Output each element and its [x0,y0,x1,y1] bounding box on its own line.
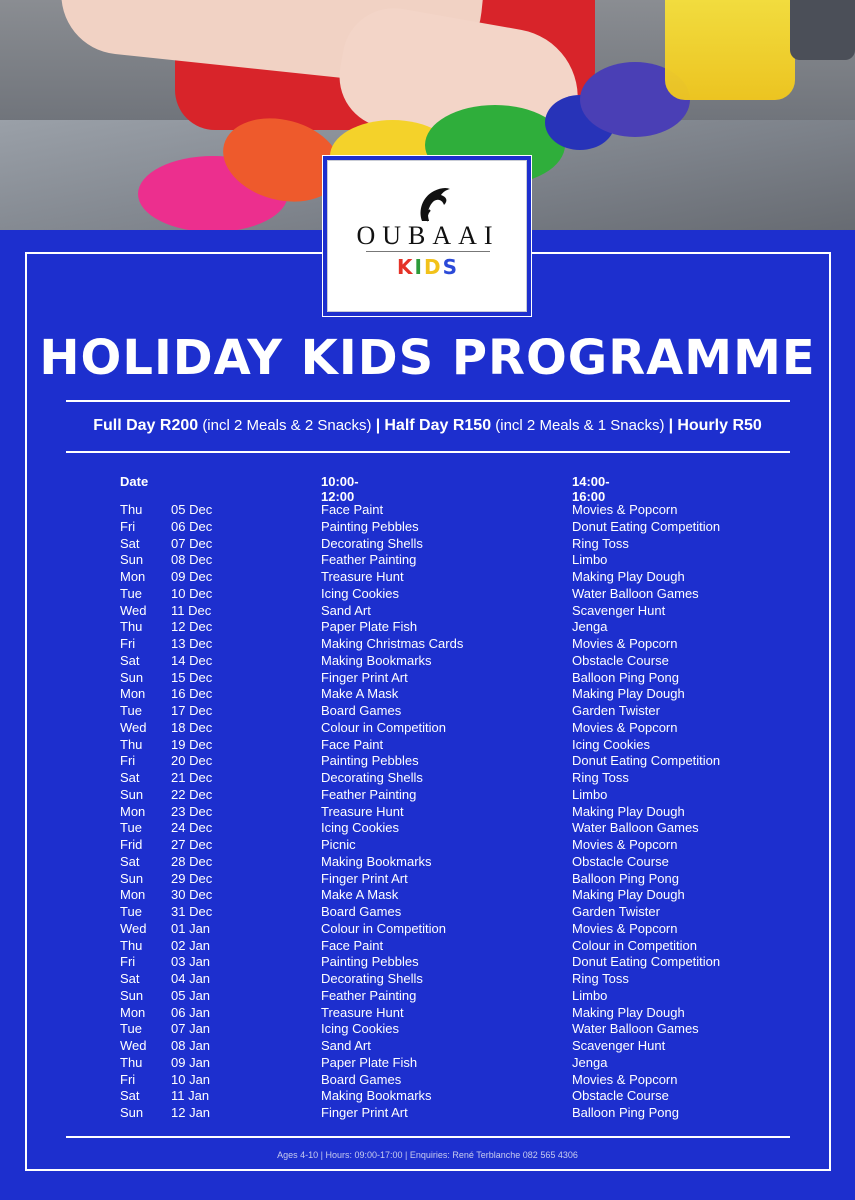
table-row [0,1055,855,1072]
row-day: Frid [120,837,143,852]
row-afternoon-activity: Donut Eating Competition [572,753,721,769]
row-date: 18 Dec [171,719,213,735]
divider-middle [66,451,790,453]
row-afternoon-activity: Obstacle Course [572,853,669,869]
row-morning-activity: Feather Painting [321,786,417,802]
table-row [0,871,855,888]
row-day: Thu [120,1054,143,1070]
row-morning-activity: Making Christmas Cards [321,636,464,651]
row-afternoon-activity: Scavenger Hunt [572,602,666,618]
row-date: 13 Dec [171,636,213,651]
row-afternoon-activity: Making Play Dough [572,569,685,584]
divider-top [66,400,790,402]
row-afternoon-activity: Garden Twister [572,703,660,718]
row-date: 17 Dec [171,703,213,718]
row-day: Mon [120,569,146,584]
oubaai-kids-logo [327,160,527,312]
row-afternoon-activity: Icing Cookies [572,736,651,752]
row-morning-activity: Board Games [321,1071,402,1087]
row-afternoon-activity: Colour in Competition [572,937,698,953]
row-afternoon-activity: Donut Eating Competition [572,518,721,534]
row-day: Tue [120,820,142,836]
row-day: Sun [120,786,144,802]
row-day: Tue [120,703,142,718]
row-afternoon-activity: Water Balloon Games [572,585,699,601]
row-afternoon-activity: Jenga [572,619,608,635]
row-day: Mon [120,803,146,819]
table-row [0,988,855,1005]
row-afternoon-activity: Movies & Popcorn [572,920,678,936]
row-morning-activity: Making Bookmarks [321,652,432,668]
row-date: 08 Dec [171,552,213,568]
table-row [0,921,855,938]
row-day: Sat [120,652,140,668]
table-row [0,1021,855,1038]
row-morning-activity: Decorating Shells [321,971,423,986]
row-date: 05 Jan [171,987,211,1003]
row-day: Sun [120,1105,144,1120]
row-afternoon-activity: Ring Toss [572,971,629,986]
row-day: Thu [120,736,143,752]
row-afternoon-activity: Ring Toss [572,770,629,785]
row-date: 22 Dec [171,786,213,802]
table-row [0,804,855,821]
row-day: Wed [120,719,147,735]
table-row [0,619,855,636]
row-afternoon-activity: Making Play Dough [572,803,685,819]
row-morning-activity: Decorating Shells [321,770,423,785]
row-morning-activity: Painting Pebbles [321,954,419,970]
row-morning-activity: Board Games [321,904,402,919]
row-date: 23 Dec [171,803,213,819]
table-row [0,954,855,971]
row-date: 07 Jan [171,1021,211,1037]
table-row [0,854,855,871]
row-afternoon-activity: Balloon Ping Pong [572,669,679,685]
row-afternoon-activity: Limbo [572,987,608,1003]
row-day: Tue [120,1021,142,1037]
table-row [0,753,855,770]
row-day: Wed [120,920,147,936]
table-row [0,938,855,955]
row-date: 11 Jan [171,1088,210,1104]
table-row [0,536,855,553]
row-morning-activity: Sand Art [321,602,371,618]
row-date: 27 Dec [171,837,213,852]
row-afternoon-activity: Water Balloon Games [572,1021,699,1037]
table-row [0,1105,855,1122]
table-row [0,820,855,837]
brand-sub-k: K [397,255,415,279]
row-day: Sat [120,971,140,986]
row-afternoon-activity: Making Play Dough [572,887,685,903]
row-day: Mon [120,1004,146,1020]
row-date: 12 Jan [171,1105,211,1120]
row-date: 30 Dec [171,887,213,903]
row-date: 10 Dec [171,585,213,601]
half-day-note: (incl 2 Meals & 1 Snacks) [495,417,665,434]
table-row [0,653,855,670]
row-afternoon-activity: Making Play Dough [572,1004,685,1020]
row-morning-activity: Making Bookmarks [321,1088,432,1104]
row-date: 20 Dec [171,753,213,769]
row-afternoon-activity: Balloon Ping Pong [572,870,679,886]
row-day: Sat [120,770,140,785]
row-afternoon-activity: Donut Eating Competition [572,954,721,970]
row-date: 05 Dec [171,502,213,517]
table-row [0,603,855,620]
row-date: 19 Dec [171,736,213,752]
row-afternoon-activity: Water Balloon Games [572,820,699,836]
table-row [0,569,855,586]
row-day: Mon [120,686,146,702]
row-day: Sat [120,853,140,869]
row-day: Fri [120,518,136,534]
row-day: Sat [120,535,140,551]
row-afternoon-activity: Movies & Popcorn [572,1071,678,1087]
header-morning: 10:00-12:00 [321,474,359,504]
row-morning-activity: Paper Plate Fish [321,619,418,635]
row-morning-activity: Icing Cookies [321,820,400,836]
row-morning-activity: Making Bookmarks [321,853,432,869]
row-morning-activity: Painting Pebbles [321,753,419,769]
row-morning-activity: Board Games [321,703,402,718]
row-morning-activity: Picnic [321,837,356,852]
full-day-note: (incl 2 Meals & 2 Snacks) [202,417,372,434]
paint-jar [665,0,795,100]
row-afternoon-activity: Jenga [572,1054,608,1070]
row-date: 09 Dec [171,569,213,584]
row-day: Sun [120,987,144,1003]
row-date: 31 Dec [171,904,213,919]
header-afternoon: 14:00-16:00 [572,474,610,504]
row-date: 16 Dec [171,686,213,702]
table-row [0,586,855,603]
row-afternoon-activity: Scavenger Hunt [572,1038,666,1053]
row-date: 11 Dec [171,602,212,618]
row-morning-activity: Treasure Hunt [321,569,404,584]
brand-sub-s: S [442,255,459,279]
row-morning-activity: Decorating Shells [321,535,423,551]
row-day: Sun [120,870,144,886]
row-morning-activity: Painting Pebbles [321,518,419,534]
pricing-line [0,417,855,435]
row-morning-activity: Colour in Competition [321,719,447,735]
divider-bottom [66,1136,790,1138]
row-afternoon-activity: Balloon Ping Pong [572,1105,679,1120]
row-afternoon-activity: Ring Toss [572,535,629,551]
row-morning-activity: Feather Painting [321,987,417,1003]
row-day: Sun [120,669,144,685]
table-row [0,971,855,988]
table-row [0,1072,855,1089]
table-row [0,737,855,754]
table-row [0,519,855,536]
row-morning-activity: Feather Painting [321,552,417,568]
row-morning-activity: Treasure Hunt [321,1004,404,1020]
row-morning-activity: Paper Plate Fish [321,1054,418,1070]
row-afternoon-activity: Movies & Popcorn [572,636,678,651]
separator: | [375,417,381,434]
row-day: Fri [120,636,136,651]
row-date: 21 Dec [171,770,213,785]
brand-sub-d: D [423,255,443,279]
table-row [0,787,855,804]
row-afternoon-activity: Movies & Popcorn [572,502,678,517]
table-row [0,1088,855,1105]
brand-name: OUBAAI [356,221,500,250]
table-row [0,887,855,904]
row-date: 04 Jan [171,971,211,986]
row-afternoon-activity: Making Play Dough [572,686,685,702]
row-morning-activity: Make A Mask [321,686,399,702]
table-row [0,686,855,703]
dolphin-icon [414,183,452,223]
table-row [0,502,855,519]
row-date: 03 Jan [171,954,211,970]
brand-sub-i: I [414,255,424,279]
row-day: Thu [120,937,143,953]
row-day: Thu [120,619,143,635]
row-morning-activity: Sand Art [321,1038,371,1053]
row-afternoon-activity: Movies & Popcorn [572,719,678,735]
table-row [0,837,855,854]
row-date: 01 Jan [171,920,211,936]
table-row [0,636,855,653]
separator: | [668,417,674,434]
row-morning-activity: Face Paint [321,736,384,752]
row-day: Thu [120,502,143,517]
row-afternoon-activity: Garden Twister [572,904,660,919]
header-date: Date [120,474,149,489]
row-morning-activity: Finger Print Art [321,1105,408,1120]
row-day: Wed [120,602,147,618]
row-afternoon-activity: Obstacle Course [572,1088,669,1104]
row-date: 12 Dec [171,619,213,635]
table-row [0,904,855,921]
row-date: 29 Dec [171,870,213,886]
row-morning-activity: Treasure Hunt [321,803,404,819]
row-day: Sat [120,1088,140,1104]
page-title: HOLIDAY KIDS PROGRAMME [39,330,816,386]
half-day-price: Half Day R150 [384,417,492,434]
row-date: 08 Jan [171,1038,211,1053]
table-row [0,1038,855,1055]
row-day: Mon [120,887,146,903]
row-afternoon-activity: Limbo [572,786,608,802]
row-morning-activity: Icing Cookies [321,585,400,601]
row-day: Fri [120,753,136,769]
table-row [0,703,855,720]
row-date: 14 Dec [171,652,213,668]
row-date: 15 Dec [171,669,213,685]
hourly-price: Hourly R50 [677,417,762,434]
row-day: Tue [120,585,142,601]
row-afternoon-activity: Movies & Popcorn [572,837,678,852]
row-morning-activity: Finger Print Art [321,870,408,886]
row-date: 02 Jan [171,937,211,953]
table-row [0,552,855,569]
row-date: 10 Jan [171,1071,211,1087]
row-date: 28 Dec [171,853,213,869]
row-date: 07 Dec [171,535,213,551]
row-morning-activity: Finger Print Art [321,669,408,685]
row-date: 09 Jan [171,1054,211,1070]
row-morning-activity: Colour in Competition [321,920,447,936]
table-row [0,670,855,687]
row-afternoon-activity: Limbo [572,552,608,568]
logo-divider [366,251,490,252]
full-day-price: Full Day R200 [93,417,199,434]
row-day: Fri [120,954,136,970]
jar-lid [790,0,855,60]
table-row [0,770,855,787]
brand-sub [328,255,528,279]
footer-info: Ages 4-10 | Hours: 09:00-17:00 | Enquiries: René Terblanche 082 565 4306 [277,1150,578,1160]
row-morning-activity: Make A Mask [321,887,399,903]
row-day: Sun [120,552,144,568]
row-morning-activity: Icing Cookies [321,1021,400,1037]
row-day: Tue [120,904,142,919]
row-date: 24 Dec [171,820,213,836]
row-day: Wed [120,1038,147,1053]
row-morning-activity: Face Paint [321,937,384,953]
row-morning-activity: Face Paint [321,502,384,517]
row-date: 06 Jan [171,1004,211,1020]
table-row [0,1005,855,1022]
row-afternoon-activity: Obstacle Course [572,652,669,668]
table-row [0,720,855,737]
row-date: 06 Dec [171,518,213,534]
row-day: Fri [120,1071,136,1087]
